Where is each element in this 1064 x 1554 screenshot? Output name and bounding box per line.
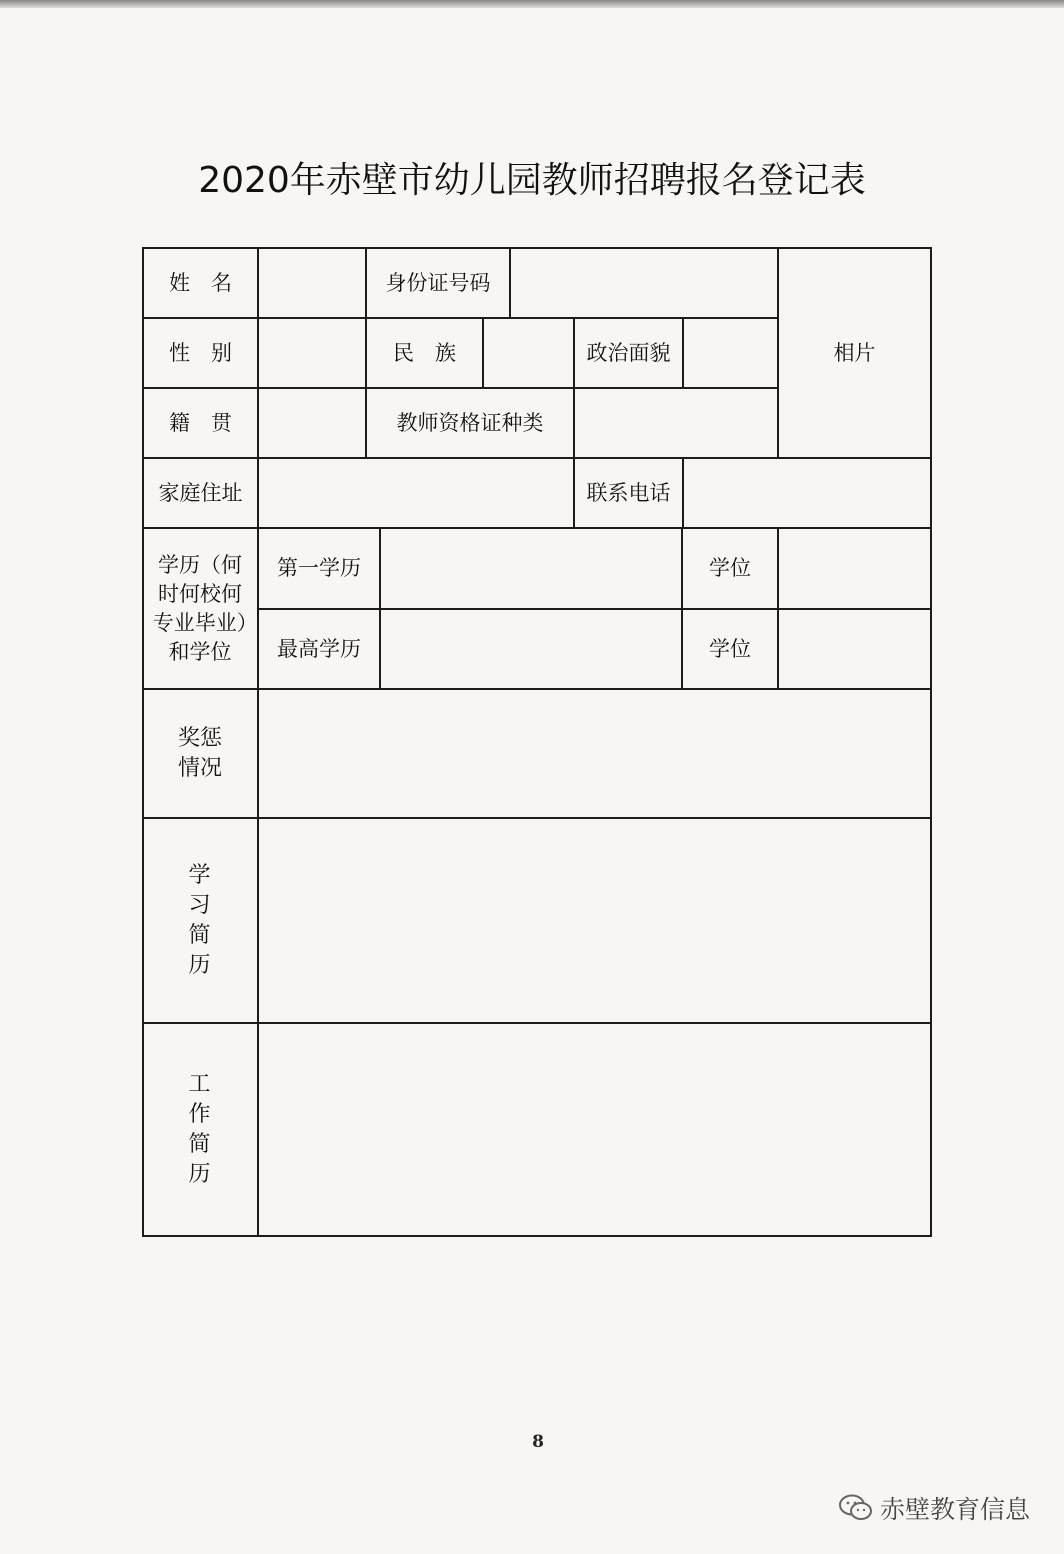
- name-field[interactable]: [259, 249, 365, 317]
- work-history-field[interactable]: [259, 1024, 930, 1235]
- teacher-cert-field[interactable]: [575, 389, 777, 457]
- education-label: 学历（何时何校何专业毕业）和学位: [152, 553, 248, 664]
- study-history-label: 学习简历: [188, 862, 211, 978]
- gender-label: 性 别: [169, 340, 232, 365]
- awards-label: 奖惩情况: [177, 725, 222, 781]
- gender-field[interactable]: [259, 319, 365, 387]
- awards-field[interactable]: [259, 690, 930, 817]
- address-field[interactable]: [259, 459, 573, 527]
- watermark: [838, 1488, 1030, 1528]
- phone-field[interactable]: [684, 459, 930, 527]
- highest-education-label: 最高学历: [277, 636, 361, 661]
- study-history-field[interactable]: [259, 819, 930, 1022]
- grid-line: [142, 1235, 932, 1237]
- grid-line: [930, 247, 932, 1237]
- id-number-label: 身份证号码: [385, 270, 491, 295]
- name-label: 姓 名: [169, 270, 232, 295]
- native-place-field[interactable]: [259, 389, 365, 457]
- highest-degree-field[interactable]: [779, 610, 930, 688]
- work-history-label: 工作简历: [188, 1071, 211, 1187]
- id-number-field[interactable]: [511, 249, 777, 317]
- political-status-field[interactable]: [684, 319, 777, 387]
- address-label: 家庭住址: [158, 480, 243, 505]
- first-degree-field[interactable]: [779, 529, 930, 608]
- page-title: 2020年赤壁市幼儿园教师招聘报名登记表: [198, 160, 866, 201]
- scan-edge: [0, 0, 1064, 8]
- first-education-field[interactable]: [381, 529, 681, 608]
- page-number: 8: [532, 1432, 544, 1452]
- highest-education-field[interactable]: [381, 610, 681, 688]
- political-status-label: 政治面貌: [586, 340, 671, 365]
- ethnicity-label: 民 族: [393, 340, 456, 365]
- photo-box[interactable]: 相片: [833, 340, 876, 365]
- watermark-text: 赤壁教育信息: [880, 1495, 1031, 1524]
- native-place-label: 籍 贯: [169, 410, 232, 435]
- highest-degree-label: 学位: [709, 636, 751, 661]
- wechat-icon: [838, 1493, 874, 1523]
- registration-form: [142, 247, 932, 1237]
- first-education-label: 第一学历: [277, 556, 361, 580]
- phone-label: 联系电话: [586, 480, 671, 505]
- ethnicity-field[interactable]: [484, 319, 573, 387]
- teacher-cert-label: 教师资格证种类: [396, 410, 544, 435]
- first-degree-label: 学位: [709, 556, 751, 580]
